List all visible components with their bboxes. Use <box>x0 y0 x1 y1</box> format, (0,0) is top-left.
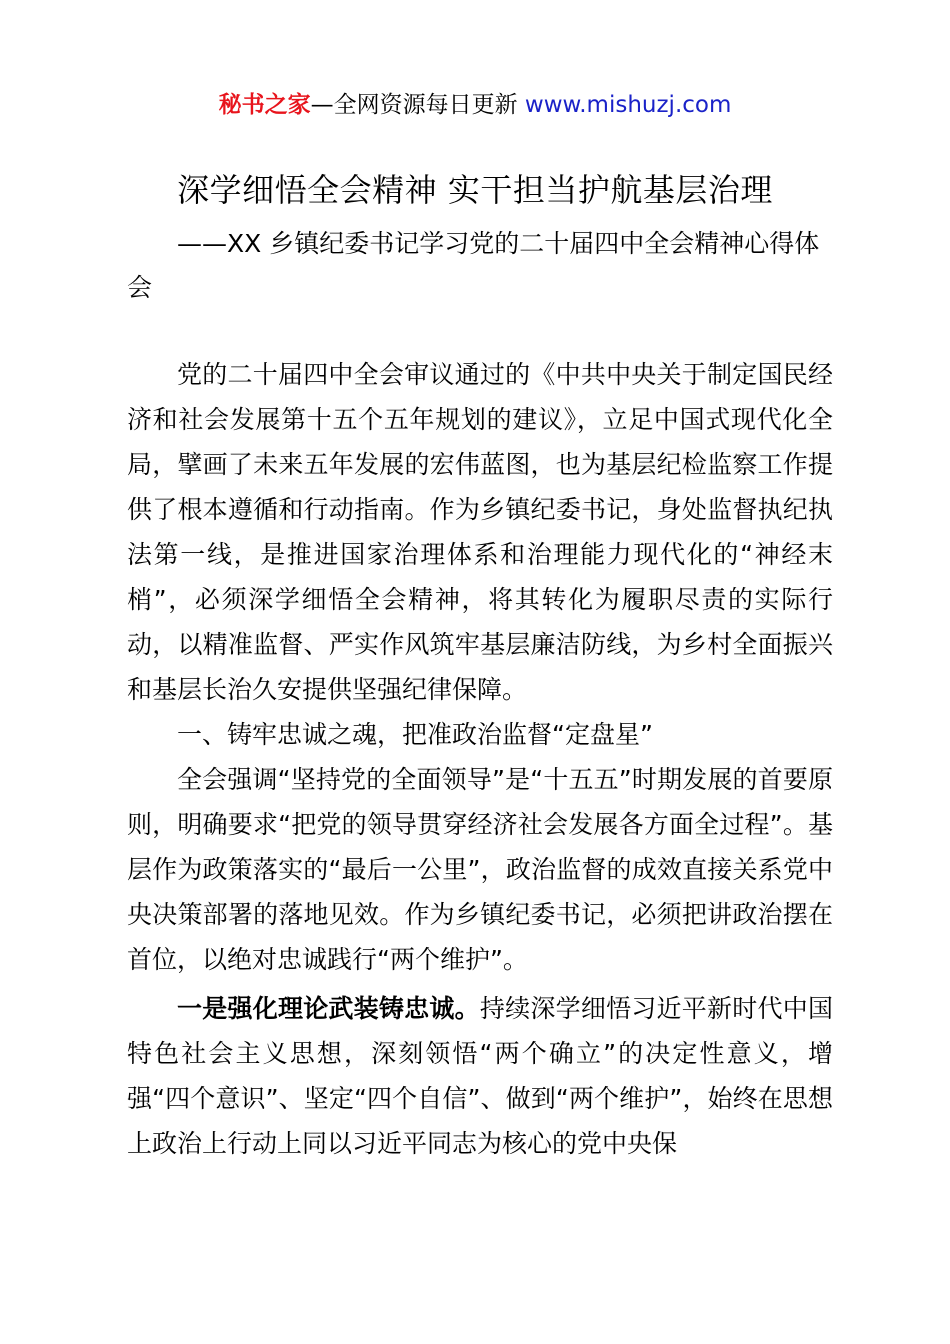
paragraph-point-1 <box>127 986 833 1166</box>
site-banner <box>0 88 950 122</box>
banner-slogan: —全网资源每日更新 <box>310 92 525 118</box>
section-heading-1: 一、铸牢忠诚之魂，把准政治监督“定盘星” <box>177 720 653 749</box>
banner-brand: 秘书之家 <box>218 92 311 118</box>
document-title: 深学细悟全会精神 实干担当护航基层治理 <box>177 171 773 209</box>
point-lead: 一是强化理论武装铸忠诚。 <box>177 994 480 1023</box>
document-body <box>127 352 833 1166</box>
paragraph-section-1: 全会强调“坚持党的全面领导”是“十五五”时期发展的首要原则，明确要求“把党的领导贯穿经济社会发展各方面全过程”。基层作为政策落实的“最后一公里”，政治监督的成效直接关系党中央决策部署的落地见效。作为乡镇纪委书记，必须把讲政治摆在首位，以绝对忠诚践行“两个维护”。 <box>127 765 833 974</box>
paragraph-intro: 党的二十届四中全会审议通过的《中共中央关于制定国民经济和社会发展第十五个五年规划的建议》，立足中国式现代化全局，擘画了未来五年发展的宏伟蓝图，也为基层纪检监察工作提供了根本遵循和行动指南。作为乡镇纪委书记，身处监督执纪执法第一线，是推进国家治理体系和治理能力现代化的“神经末梢”，必须深学细悟全会精神，将其转化为履职尽责的实际行动，以精准监督、严实作风筑牢基层廉洁防线，为乡村全面振兴和基层长治久安提供坚强纪律保障。 <box>127 360 833 704</box>
document-subtitle: ——XX 乡镇纪委书记学习党的二十届四中全会精神心得体会 <box>127 229 820 302</box>
point-text: 持续深学细悟习近平新时代中国特色社会主义思想，深刻领悟“两个确立”的决定性意义，增强“四个意识”、坚定“四个自信”、做到“两个维护”，始终在思想上政治上行动上同以习近平同志为核心的党中央保 <box>127 994 833 1158</box>
banner-url-link[interactable]: www.mishuzj.com <box>524 92 732 118</box>
